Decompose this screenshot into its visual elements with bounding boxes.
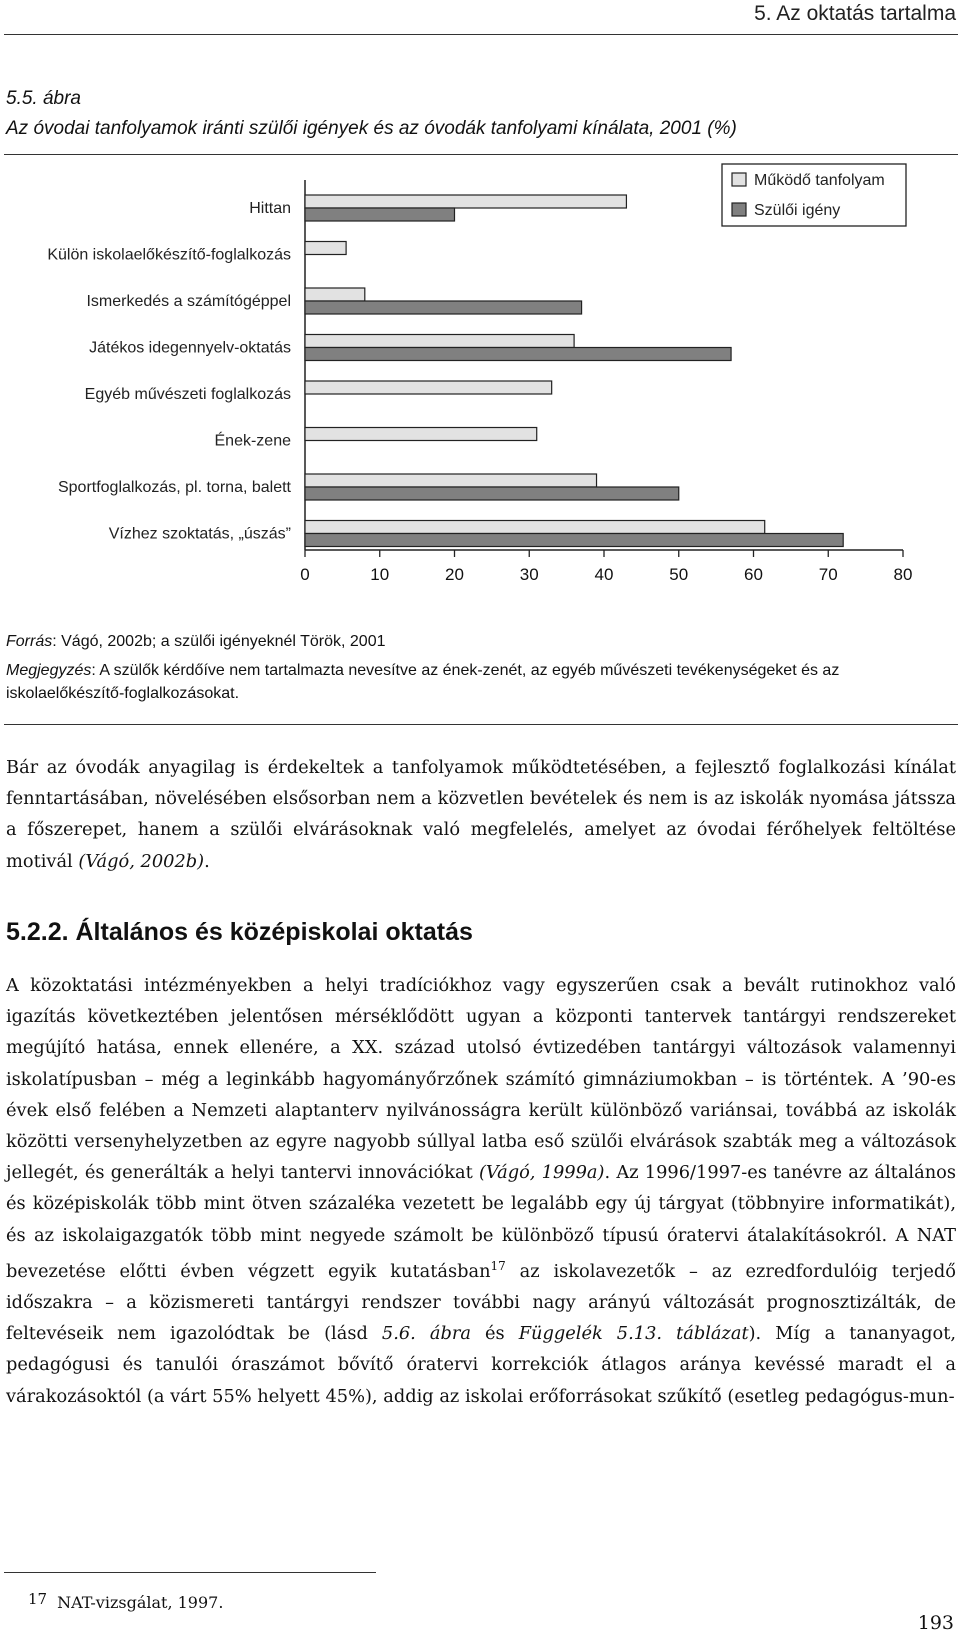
header-rule: [4, 34, 958, 35]
legend-swatch: [732, 173, 746, 186]
paragraph-1-ref: (Vágó, 2002b): [78, 850, 205, 872]
paragraph-2-ref3: Függelék 5.13. táblázat: [518, 1323, 749, 1345]
x-tick-label: 30: [519, 565, 539, 584]
bar-szuloi-igeny: [305, 301, 582, 314]
paragraph-2-part5: ). Míg a tananyagot, pedagógusi és tanulói óraszámot bővítő óratervi korrekciók átlagos aránya kevéssé maradt el a várakozásoktól (a várt 55% helyett 45%), addig az iskolai erőforrásokat szűkítő (esetleg pedagógus-mun-: [6, 1323, 957, 1407]
category-label: Sportfoglalkozás, pl. torna, balett: [57, 479, 291, 496]
x-tick-label: 20: [445, 565, 464, 584]
bar-mukodo-tanfolyam: [305, 195, 626, 208]
legend-label: Szülői igény: [754, 202, 841, 219]
paragraph-2-part2: . Az 1996/1997-es tanévre az általános és középiskolák több mint ötven százaléka vezetett be legalább egy új tárgyat (többnyire informatikát), és az iskolaigazgatók több mint negyede számolt be különböző típusú óratervi átalakításokról. A NAT bevezetése előtti évben végzett egyik kutatásban: [6, 1162, 956, 1282]
category-label: Játékos idegennyelv-oktatás: [89, 339, 291, 357]
paragraph-2: [6, 970, 956, 1412]
category-label: Egyéb művészeti foglalkozás: [84, 386, 291, 403]
bar-mukodo-tanfolyam: [305, 335, 574, 348]
paragraph-2-part1: A közoktatási intézményekben a helyi tradíciókhoz vagy egyszerűen csak a bevált rutinokhoz való igazítás következtében jelentősen mérséklődött ugyan a központi tantervek tantárgyi rendszereket megújító hatása, ennek ellenére, a XX. század utolsó évtizedében tantárgyi változások valamennyi iskolatípusban – még a leginkább hagyományőrzőnek számító gimnáziumokban – is történtek. A ’90-es évek első felében a Nemzeti alaptanterv nyilvánosságra került különböző variánsai, továbbá az iskolák közötti versenyhelyzetben az egyre nagyobb súllyal latba eső szülői elvárások szabták meg a változások jellegét, és generálták a helyi tantervi innovációkat: [6, 975, 956, 1184]
page-number: 193: [917, 1612, 954, 1634]
x-tick-label: 50: [669, 565, 689, 584]
bar-szuloi-igeny: [305, 348, 731, 361]
bar-mukodo-tanfolyam: [305, 521, 765, 534]
footnote-rule: [4, 1572, 376, 1573]
paragraph-1-text: Bár az óvodák anyagilag is érdekeltek a tanfolyamok működtetésében, a fejlesztő foglalkozási kínálat fenntartásában, növelésében elsősorban nem a közvetlen bevételek és nem is az iskolák nyomása játssza a főszerepet, hanem a szülői elvárásoknak való megfelelés, amelyet az óvodai férőhelyek feltöltése motivál: [6, 757, 956, 872]
bar-szuloi-igeny: [305, 534, 843, 547]
footnote-number: 17: [28, 1590, 48, 1608]
section-heading: 5.2.2. Általános és középiskolai oktatás: [6, 918, 473, 946]
legend-swatch: [732, 203, 746, 216]
remark-label: Megjegyzés: [6, 662, 92, 679]
source-text: : Vágó, 2002b; a szülői igényeknél Török, 2001: [52, 633, 386, 650]
paragraph-1: [6, 752, 956, 877]
paragraph-2-ref1: (Vágó, 1999a): [478, 1162, 605, 1184]
category-label: Vízhez szoktatás, „úszás”: [108, 525, 291, 543]
figure-number: 5.5. ábra: [6, 88, 81, 109]
x-tick-label: 40: [594, 565, 614, 584]
x-tick-label: 80: [893, 565, 913, 584]
bar-szuloi-igeny: [305, 487, 679, 500]
figure-caption-rule: [4, 154, 958, 155]
bar-mukodo-tanfolyam: [305, 474, 597, 487]
category-label: Ismerkedés a számítógéppel: [86, 293, 291, 310]
page-header-title: 5. Az oktatás tartalma: [754, 2, 956, 25]
legend-label: Működő tanfolyam: [754, 172, 885, 189]
source-label: Forrás: [6, 633, 53, 650]
remark-text: : A szülők kérdőíve nem tartalmazta nevesítve az ének-zenét, az egyéb művészeti tevékenységeket és az iskolaelőkészítő-foglalkozásokat.: [6, 662, 840, 702]
figure-caption: Az óvodai tanfolyamok iránti szülői igények és az óvodák tanfolyami kínálata, 2001 (%): [6, 118, 737, 139]
paragraph-2-part4: és: [470, 1323, 519, 1345]
footnote: [28, 1590, 223, 1612]
x-tick-label: 60: [744, 565, 763, 584]
x-tick-label: 0: [300, 565, 310, 584]
footnote-text: NAT-vizsgálat, 1997.: [57, 1593, 224, 1612]
bar-mukodo-tanfolyam: [305, 381, 552, 394]
remark-note: [6, 659, 954, 705]
footnote-marker[interactable]: 17: [490, 1258, 506, 1273]
category-label: Ének-zene: [214, 432, 291, 450]
bar-mukodo-tanfolyam: [305, 242, 346, 255]
paragraph-2-ref2: 5.6. ábra: [381, 1323, 471, 1345]
paragraph-2-part3: az iskolavezetők – az ezredfordulóig terjedő időszakra – a közismereti tantárgyi rendszer további nagy arányú változását prognosztizálták, de feltevéseik nem igazolódtak be (lásd: [6, 1260, 956, 1345]
source-note: [6, 630, 386, 653]
bar-mukodo-tanfolyam: [305, 428, 537, 441]
paragraph-1-end: .: [204, 850, 210, 872]
category-label: Hittan: [249, 200, 291, 217]
notes-rule: [4, 724, 958, 725]
bar-mukodo-tanfolyam: [305, 288, 365, 301]
x-tick-label: 70: [818, 565, 838, 584]
x-tick-label: 10: [370, 565, 390, 584]
category-label: Külön iskolaelőkészítő-foglalkozás: [47, 246, 291, 264]
bar-chart: [0, 160, 960, 590]
bar-szuloi-igeny: [305, 208, 455, 221]
